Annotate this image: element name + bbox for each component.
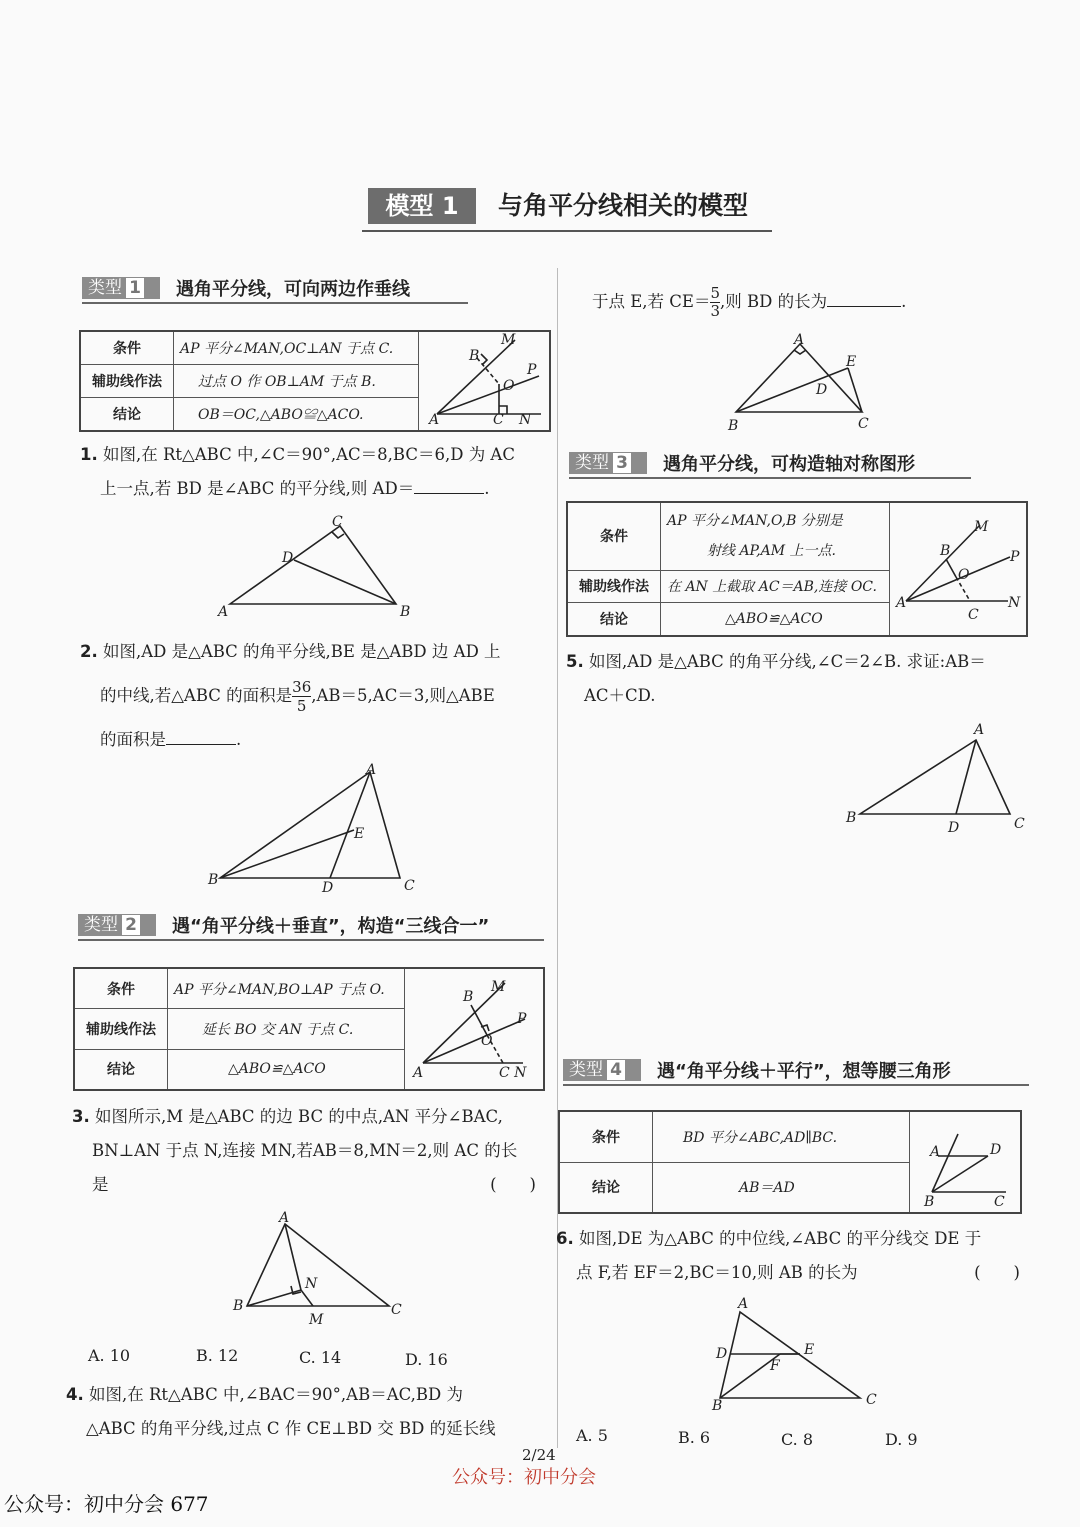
type1-heading: 类型 1 遇角平分线，可向两边作垂线	[82, 276, 468, 304]
q3-option-b[interactable]: B. 12	[196, 1346, 239, 1365]
svg-text:D: D	[716, 1346, 728, 1362]
q4-figure	[720, 332, 890, 436]
svg-text:D: D	[816, 382, 828, 398]
q6-option-b[interactable]: B. 6	[678, 1428, 711, 1447]
footer-center-watermark: 公众号：初中分会	[452, 1467, 596, 1488]
question-1: 1. 如图,在 Rt△ABC 中,∠C＝90°,AC＝8,BC＝6,D 为 AC 上一点,若 BD 是∠ABC 的平分线,则 AD＝ .	[80, 445, 515, 498]
svg-text:C: C	[858, 416, 869, 432]
type4-heading: 类型 4 遇“角平分线＋平行”，想等腰三角形	[563, 1058, 1029, 1086]
page-number: 2/24	[522, 1446, 556, 1464]
svg-text:N: N	[305, 1276, 318, 1292]
svg-text:C: C	[493, 412, 504, 426]
question-5: 5. 如图,AD 是△ABC 的角平分线,∠C＝2∠B. 求证:AB＝ AC＋CD.	[566, 652, 986, 705]
type3-heading: 类型 3 遇角平分线，可构造轴对称图形	[569, 451, 971, 479]
model-title-text: 与角平分线相关的模型	[498, 191, 749, 220]
svg-text:B: B	[233, 1298, 244, 1314]
svg-text:P: P	[527, 362, 537, 378]
q3-option-a[interactable]: A. 10	[88, 1346, 131, 1365]
svg-text:C: C	[1014, 816, 1025, 832]
svg-text:C: C	[968, 607, 979, 623]
q6-option-c[interactable]: C. 8	[781, 1430, 814, 1449]
svg-text:E: E	[354, 826, 365, 842]
model-title	[362, 186, 772, 232]
svg-text:C: C	[404, 878, 415, 894]
svg-text:M: M	[309, 1312, 324, 1328]
svg-text:P: P	[1010, 549, 1020, 565]
svg-text:C: C	[332, 514, 343, 530]
svg-text:C N: C N	[499, 1065, 527, 1081]
type2-table: 条件 AP 平分∠MAN,BO⊥AP 于点 O. A B M O P C N 辅助线作法 延长 BO 交 AN 于点 C. 结论 △ABO≌△ACO	[73, 967, 545, 1091]
svg-text:F: F	[770, 1358, 780, 1374]
q3-option-d[interactable]: D. 16	[405, 1350, 448, 1369]
svg-text:C: C	[994, 1194, 1005, 1208]
type2-heading: 类型 2 遇“角平分线＋垂直”，构造“三线合一”	[78, 913, 544, 941]
svg-text:D: D	[948, 820, 960, 836]
type3-figure	[890, 503, 1026, 631]
question-4: 4. 如图,在 Rt△ABC 中,∠BAC＝90°,AB＝AC,BD 为 △ABC 的角平分线,过点 C 作 CE⊥BD 交 BD 的延长线	[66, 1385, 496, 1438]
svg-text:A: A	[429, 412, 440, 426]
svg-text:B: B	[469, 348, 480, 364]
svg-text:C: C	[391, 1302, 402, 1318]
svg-text:A: A	[738, 1296, 749, 1312]
q3-option-c[interactable]: C. 14	[299, 1348, 342, 1367]
svg-text:B: B	[940, 543, 951, 559]
svg-text:A: A	[218, 604, 229, 620]
svg-text:A: A	[896, 595, 907, 611]
svg-text:B: B	[463, 989, 474, 1005]
svg-text:B: B	[924, 1194, 935, 1208]
svg-text:A: A	[974, 722, 985, 738]
svg-text:P: P	[517, 1011, 527, 1027]
svg-text:M: M	[501, 332, 516, 348]
svg-text:C: C	[866, 1392, 877, 1408]
svg-text:D: D	[282, 550, 294, 566]
question-3: 3. 如图所示,M 是△ABC 的边 BC 的中点,AN 平分∠BAC, BN⊥AN 于点 N,连接 MN,若AB＝8,MN＝2,则 AC 的长 是 ( )	[72, 1107, 536, 1194]
svg-text:O: O	[958, 567, 970, 583]
svg-text:B: B	[846, 810, 857, 826]
q2-figure	[200, 760, 430, 900]
svg-text:E: E	[846, 354, 857, 370]
svg-text:B: B	[208, 872, 219, 888]
svg-text:B: B	[728, 418, 739, 434]
q6-figure	[708, 1292, 888, 1416]
svg-text:O: O	[503, 378, 515, 394]
svg-text:E: E	[804, 1342, 815, 1358]
svg-text:N: N	[1008, 595, 1021, 611]
svg-text:A: A	[794, 332, 805, 348]
model-tag: 模型 1	[368, 188, 476, 224]
svg-text:A: A	[930, 1144, 941, 1160]
svg-text:A: A	[279, 1210, 290, 1226]
svg-text:A: A	[413, 1065, 424, 1081]
svg-text:D: D	[322, 880, 334, 896]
question-6: 6. 如图,DE 为△ABC 的中位线,∠ABC 的平分线交 DE 于 点 F,若 EF＝2,BC＝10,则 AB 的长为 ( )	[556, 1229, 1020, 1282]
svg-text:M: M	[974, 519, 989, 535]
question-4-continued: 于点 E,若 CE＝ $\frac{5}{3}$ ,则 BD 的长为 .	[592, 284, 907, 320]
svg-text:B: B	[400, 604, 411, 620]
q1-figure	[210, 512, 420, 622]
svg-text:N: N	[519, 412, 532, 426]
type3-table: 条件 AP 平分∠MAN,O,B 分别是 射线 AP,AM 上一点. A B M O P C N 辅助线作法 在 AN 上截取 AC＝AB,连接 OC. 结论 △ABO≌△ACO	[566, 501, 1028, 637]
q6-option-d[interactable]: D. 9	[885, 1430, 918, 1449]
type2-figure	[405, 969, 543, 1085]
svg-text:A: A	[366, 762, 377, 778]
svg-text:D: D	[990, 1142, 1002, 1158]
q6-option-a[interactable]: A. 5	[576, 1426, 608, 1445]
footer-left-watermark: 公众号：初中分会 677	[4, 1492, 209, 1516]
type4-table: 条件 BD 平分∠ABC,AD∥BC. A D B C 结论 AB＝AD	[558, 1110, 1022, 1214]
type4-figure	[910, 1112, 1020, 1208]
q3-figure	[225, 1210, 415, 1335]
svg-text:B: B	[712, 1398, 723, 1414]
q5-figure	[840, 718, 1040, 838]
type1-table: 条件 AP 平分∠MAN,OC⊥AN 于点 C. A B M O P C N 辅助线作法 过点 O 作 OB⊥AM 于点 B. 结论 OB＝OC,△ABO≌△ACO.	[79, 330, 551, 432]
type1-figure	[419, 332, 549, 426]
svg-text:M: M	[491, 979, 506, 995]
svg-text:O: O	[481, 1033, 493, 1049]
question-2: 2. 如图,AD 是△ABC 的角平分线,BE 是△ABD 边 AD 上 的中线,若△ABC 的面积是 $\frac{36}{5}$ ,AB＝5,AC＝3,则△ABE 的面积是 .	[80, 642, 501, 749]
